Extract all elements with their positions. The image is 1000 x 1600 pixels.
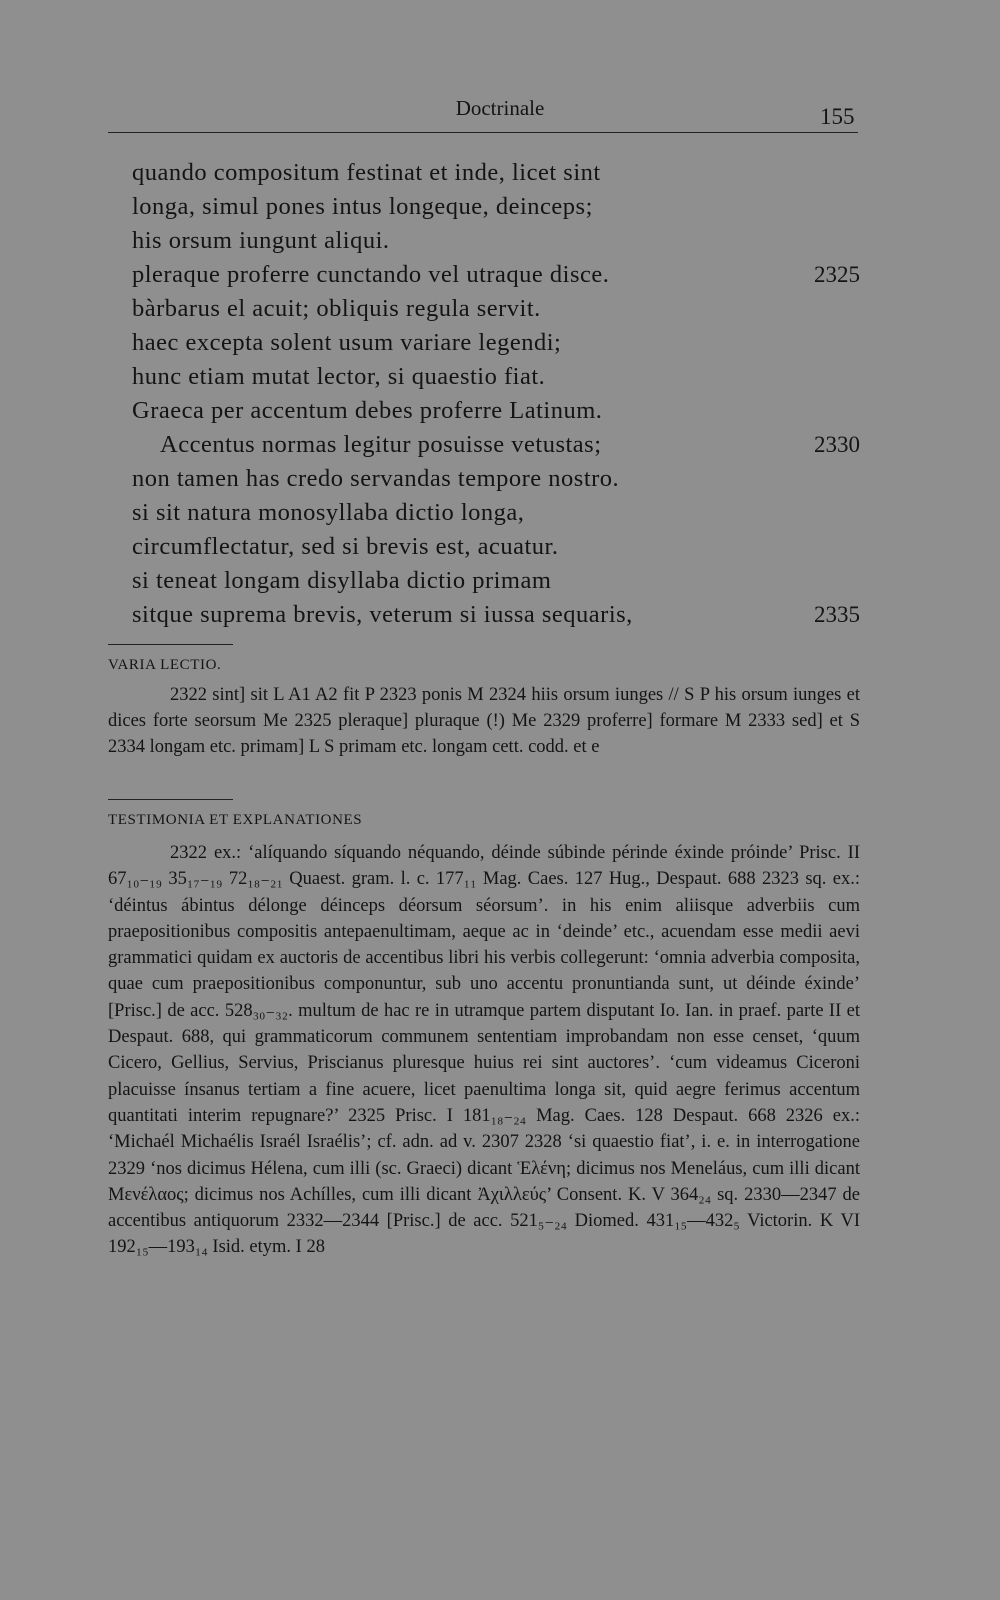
verse-line bbox=[132, 156, 862, 190]
verse-text: his orsum iungunt aliqui. bbox=[132, 227, 390, 254]
verse-text: Accentus normas legitur posuisse vetustas; bbox=[160, 431, 602, 458]
verse-line bbox=[132, 360, 862, 394]
verse-text: pleraque proferre cunctando vel utraque disce. bbox=[132, 261, 610, 288]
section-divider bbox=[108, 644, 233, 645]
verse-line-number: 2325 bbox=[814, 262, 860, 287]
verse-line bbox=[132, 598, 862, 632]
verse-line bbox=[132, 428, 862, 462]
verse-text: Graeca per accentum debes proferre Latinum. bbox=[132, 397, 603, 424]
verse-text: sitque suprema brevis, veterum si iussa sequaris, bbox=[132, 601, 633, 628]
verse-line bbox=[132, 496, 862, 530]
page-number: 155 bbox=[820, 104, 855, 129]
verse-line bbox=[132, 394, 862, 428]
verse-line bbox=[132, 258, 862, 292]
verse-text: si teneat longam disyllaba dictio primam bbox=[132, 567, 552, 594]
varia-lectio-title: VARIA LECTIO. bbox=[108, 657, 222, 673]
testimonia-title: TESTIMONIA ET EXPLANATIONES bbox=[108, 812, 363, 828]
verse-text: haec excepta solent usum variare legendi; bbox=[132, 329, 562, 356]
verse-text: bàrbarus el acuit; obliquis regula servit. bbox=[132, 295, 541, 322]
header-title: Doctrinale bbox=[455, 96, 545, 120]
verse-line bbox=[132, 462, 862, 496]
verse-line bbox=[132, 292, 862, 326]
testimonia-text: 2322 ex.: ‘alíquando síquando néquando, déinde súbinde périnde éxinde próinde’ Prisc. II 67₁₀₋₁₉ 35₁₇₋₁₉ 72₁₈₋₂₁ Quaest. gram. l. c. 177₁₁ Mag. Caes. 127 Hug., Despaut. 688 2323 sq. ex.: ‘déintus ábintus délonge déinceps déorsum séorsum’. in his enim aliisque adverbiis cum praepositionibus compositis antepaenultimam, aeque ac in ‘deinde’ etc., acuendam esse medii aevi grammatici quidam ex auctoris de accentibus libri his verbis collegerunt: ‘omnia adverbia composita, quae cum praepositionibus componuntur, sub uno accentu pronuntianda sunt, ut déinde éxinde’ [Prisc.] de acc. 528₃₀₋₃₂. multum de hac re in utramque partem disputant Io. Ian. in praef. parte II et Despaut. 688, qui grammaticorum communem sententiam improbandam non esse censet, ‘quum Cicero, Gellius, Servius, Priscianus pluresque huius rei sint auctores’. ‘cum videamus Ciceroni placuisse ínsanus tertiam a fine acuere, licet paenultima longa sit, quid aegre ferimus accentum quantitati interim repugnare?’ 2325 Prisc. I 181₁₈₋₂₄ Mag. Caes. 128 Despaut. 668 2326 ex.: ‘Michaél Michaélis Israél Israélis’; cf. adn. ad v. 2307 2328 ‘si quaestio fiat’, i. e. in interrogatione 2329 ‘nos dicimus Hélena, cum illi (sc. Graeci) dicant Ἑλένη; dicimus nos Meneláus, cum illi dicant Μενέλαος; dicimus nos Achílles, cum illi dicant Ἀχιλλεύς’ Consent. K. V 364₂₄ sq. 2330—2347 de accentibus antiquorum 2332—2344 [Prisc.] de acc. 521₅₋₂₄ Diomed. 431₁₅—432₅ Victorin. K VI 192₁₅—193₁₄ Isid. etym. I 28 bbox=[108, 843, 860, 1258]
verse-line bbox=[132, 224, 862, 258]
verse-line-number: 2330 bbox=[814, 432, 860, 457]
verse-line-number: 2335 bbox=[814, 602, 860, 627]
section-divider bbox=[108, 799, 233, 800]
varia-lectio-text: 2322 sint] sit L A1 A2 fit P 2323 ponis M 2324 hiis orsum iunges // S P his orsum iunges et dices forte seorsum Me 2325 pleraque] pluraque (!) Me 2329 proferre] formare M 2333 sed] et S 2334 longam etc. primam] L S primam etc. longam cett. codd. et e bbox=[108, 685, 860, 757]
verse-line bbox=[132, 530, 862, 564]
verse-line bbox=[132, 190, 862, 224]
verse-text: quando compositum festinat et inde, licet sint bbox=[132, 159, 601, 186]
verse-text: circumflectatur, sed si brevis est, acuatur. bbox=[132, 533, 559, 560]
verse-line bbox=[132, 564, 862, 598]
verse-line bbox=[132, 326, 862, 360]
verse-text: longa, simul pones intus longeque, deinceps; bbox=[132, 193, 593, 220]
verse-block bbox=[132, 156, 862, 632]
verse-text: non tamen has credo servandas tempore nostro. bbox=[132, 465, 620, 492]
header-rule bbox=[108, 132, 858, 133]
verse-text: si sit natura monosyllaba dictio longa, bbox=[132, 499, 525, 526]
verse-text: hunc etiam mutat lector, si quaestio fiat. bbox=[132, 363, 546, 390]
